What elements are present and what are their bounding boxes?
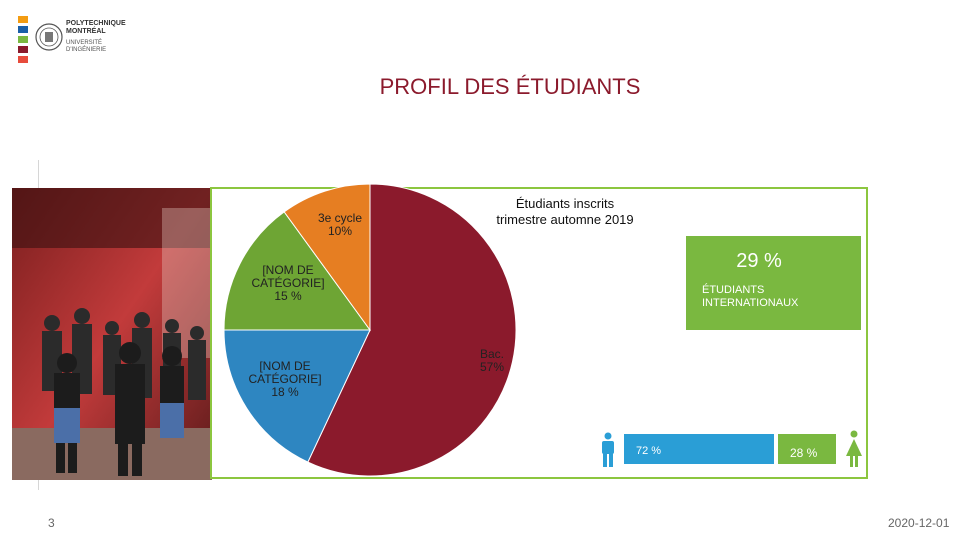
slide-date: 2020-12-01: [888, 516, 950, 530]
chart-title-line: trimestre automne 2019: [496, 212, 634, 227]
page-number: 3: [48, 516, 55, 530]
slice-value: 18 %: [271, 385, 299, 399]
slice-value: 15 %: [274, 289, 302, 303]
logo-line: POLYTECHNIQUE: [66, 20, 126, 27]
female-percent: 28 %: [790, 446, 818, 460]
slice-name: [NOM DE CATÉGORIE]: [248, 359, 322, 386]
international-label-line: INTERNATIONAUX: [702, 297, 799, 309]
logo-line: MONTRÉAL: [66, 28, 106, 35]
chart-title: [470, 196, 660, 228]
logo-line: UNIVERSITÉ: [66, 40, 103, 46]
slice-label-category-green: [238, 264, 338, 303]
chart-title-line: Étudiants inscrits: [515, 196, 615, 211]
page-title: PROFIL DES ÉTUDIANTS: [379, 74, 641, 99]
male-person-icon: [596, 432, 620, 468]
slice-value: 10%: [327, 224, 353, 238]
slice-name: [NOM DE CATÉGORIE]: [251, 263, 325, 290]
slice-label-category-blue: [240, 360, 330, 399]
slice-value: 57%: [479, 360, 505, 374]
slice-label-bac: [470, 348, 514, 374]
slice-label-3e-cycle: [308, 212, 372, 238]
female-person-icon: [842, 430, 866, 468]
international-percent: 29 %: [736, 250, 782, 272]
slice-name: Bac.: [479, 347, 504, 361]
logo-line: D'INGÉNIERIE: [66, 47, 107, 53]
male-percent: 72 %: [636, 445, 662, 457]
international-students-box: [686, 236, 861, 330]
international-label-line: ÉTUDIANTS: [702, 284, 765, 296]
male-percentage-bar: [624, 434, 774, 464]
international-label: [702, 284, 798, 310]
slice-name: 3e cycle: [317, 211, 363, 225]
female-percentage-bar: [778, 434, 836, 464]
